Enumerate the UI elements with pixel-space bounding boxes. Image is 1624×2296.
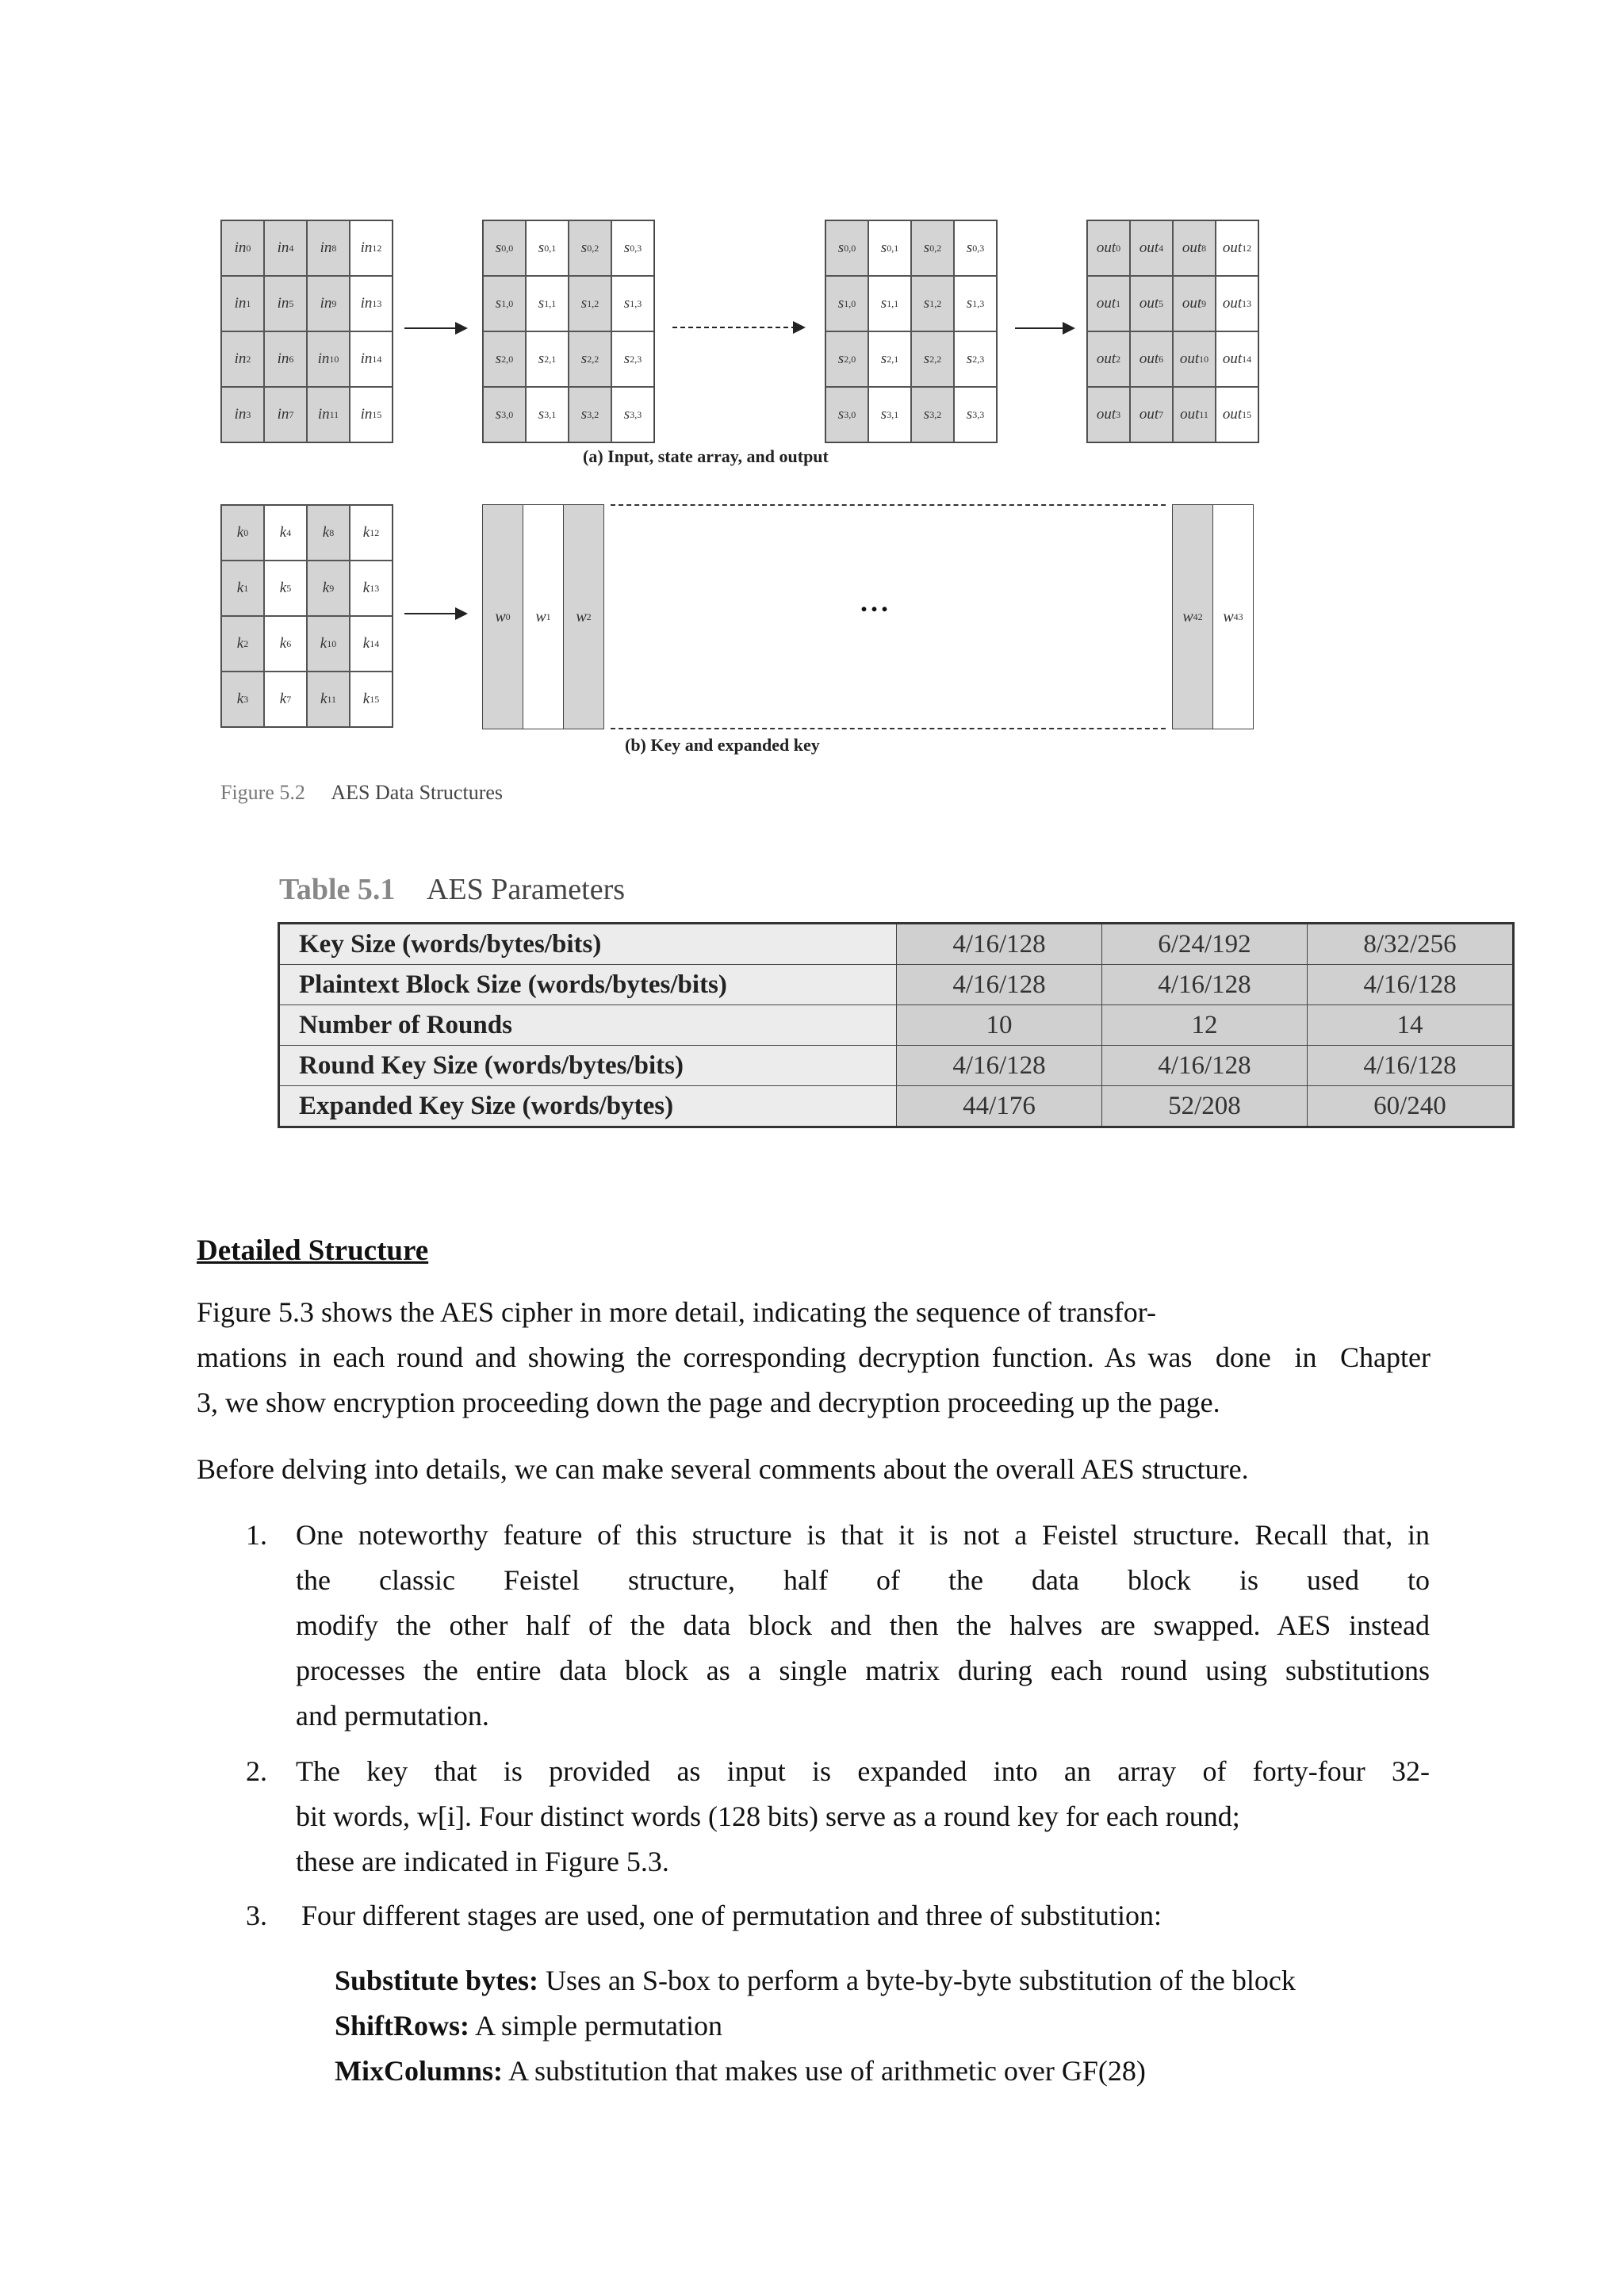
paragraph-1-line-3: 3, we show encryption proceeding down the page and decryption proceeding up the page. — [197, 1387, 1220, 1418]
table-row — [279, 1005, 1514, 1046]
input-cell: in 1 — [221, 276, 264, 331]
table-number: Table 5.1 — [279, 873, 396, 906]
cell-value: 4/16/128 — [1307, 965, 1513, 1005]
expanded-key-bottom-dash — [611, 728, 1166, 729]
state-cell: s 1,3 — [611, 276, 654, 331]
output-cell: out 4 — [1130, 220, 1173, 276]
state-final-cell: s 0,1 — [868, 220, 911, 276]
state-final-cell: s 0,0 — [825, 220, 868, 276]
stage-shiftrows: ShiftRows: A simple permutation — [335, 2010, 722, 2042]
key-cell: k 10 — [307, 616, 350, 672]
ellipsis: ... — [860, 586, 891, 618]
input-cell: in 9 — [307, 276, 350, 331]
key-cell: k 3 — [221, 672, 264, 727]
state-final-cell: s 1,0 — [825, 276, 868, 331]
cell-value: 4/16/128 — [1101, 965, 1307, 1005]
input-cell: in 14 — [350, 331, 393, 387]
output-cell: out 6 — [1130, 331, 1173, 387]
dashed-arrow-rounds — [672, 327, 804, 328]
list-item-1-line-3: modify the other half of the data block and then the halves are swapped. AES instead — [296, 1609, 1430, 1641]
list-item-2-line-2: bit words, w[i]. Four distinct words (128 bits) serve as a round key for each round; — [296, 1800, 1240, 1832]
figure-number: Figure 5.2 — [220, 781, 305, 804]
key-cell: k 5 — [264, 561, 307, 616]
figure-caption — [220, 781, 503, 805]
input-cell: in 8 — [307, 220, 350, 276]
cell-value: 4/16/128 — [1307, 1046, 1513, 1086]
caption-a: (a) Input, state array, and output — [583, 446, 829, 466]
input-cell: in 2 — [221, 331, 264, 387]
row-label: Round Key Size (words/bytes/bits) — [279, 1046, 897, 1086]
paragraph-1-line-2: mations in each round and showing the corresponding decryption function. As was done in Chapter — [197, 1341, 1431, 1373]
state-cell: s 0,0 — [483, 220, 526, 276]
key-cell: k 8 — [307, 505, 350, 561]
state-cell: s 0,1 — [526, 220, 569, 276]
key-cell: k 6 — [264, 616, 307, 672]
output-cell: out 15 — [1216, 387, 1258, 442]
input-cell: in 5 — [264, 276, 307, 331]
state-cell: s 2,0 — [483, 331, 526, 387]
output-cell: out 13 — [1216, 276, 1258, 331]
state-final-cell: s 2,3 — [954, 331, 997, 387]
table-row — [279, 924, 1514, 965]
state-array-grid-final — [825, 220, 998, 443]
key-grid — [220, 504, 393, 728]
key-cell: k 15 — [350, 672, 393, 727]
output-cell: out 3 — [1087, 387, 1130, 442]
state-cell: s 0,3 — [611, 220, 654, 276]
state-array-grid — [482, 220, 655, 443]
state-cell: s 2,3 — [611, 331, 654, 387]
input-cell: in 10 — [307, 331, 350, 387]
state-cell: s 3,0 — [483, 387, 526, 442]
state-cell: s 2,2 — [569, 331, 611, 387]
state-cell: s 1,2 — [569, 276, 611, 331]
output-cell: out 5 — [1130, 276, 1173, 331]
input-grid — [220, 220, 393, 443]
cell-value: 4/16/128 — [897, 965, 1102, 1005]
cell-value: 14 — [1307, 1005, 1513, 1046]
arrow-state-to-output — [1015, 327, 1074, 329]
cell-value: 12 — [1101, 1005, 1307, 1046]
output-grid — [1086, 220, 1259, 443]
key-cell: k 13 — [350, 561, 393, 616]
stage-mixcolumns: MixColumns: A substitution that makes use of arithmetic over GF(28) — [335, 2055, 1146, 2087]
table-row — [279, 1046, 1514, 1086]
state-cell: s 3,3 — [611, 387, 654, 442]
cell-value: 4/16/128 — [897, 924, 1102, 965]
paragraph-2: Before delving into details, we can make several comments about the overall AES structure. — [197, 1453, 1249, 1485]
input-cell: in 11 — [307, 387, 350, 442]
state-final-cell: s 2,1 — [868, 331, 911, 387]
key-cell: k 2 — [221, 616, 264, 672]
cell-value: 8/32/256 — [1307, 924, 1513, 965]
word-w2: w 2 — [563, 504, 604, 729]
key-cell: k 14 — [350, 616, 393, 672]
output-cell: out 14 — [1216, 331, 1258, 387]
state-cell: s 3,2 — [569, 387, 611, 442]
row-label: Expanded Key Size (words/bytes) — [279, 1086, 897, 1127]
input-cell: in 3 — [221, 387, 264, 442]
table-row — [279, 1086, 1514, 1127]
figure-title: AES Data Structures — [331, 781, 504, 804]
output-cell: out 9 — [1173, 276, 1216, 331]
output-cell: out 1 — [1087, 276, 1130, 331]
table-row — [279, 965, 1514, 1005]
output-cell: out 0 — [1087, 220, 1130, 276]
list-item-2-line-3: these are indicated in Figure 5.3. — [296, 1846, 669, 1877]
row-label: Key Size (words/bytes/bits) — [279, 924, 897, 965]
section-heading: Detailed Structure — [197, 1234, 429, 1267]
list-item-3-line-1: Four different stages are used, one of permutation and three of substitution: — [301, 1900, 1162, 1931]
state-final-cell: s 0,2 — [911, 220, 954, 276]
word-w42: w 42 — [1172, 504, 1213, 729]
table-caption — [279, 872, 625, 907]
list-number: 3. — [246, 1900, 267, 1931]
cell-value: 60/240 — [1307, 1086, 1513, 1127]
list-item-1-line-4: processes the entire data block as a single matrix during each round using substitutions — [296, 1655, 1430, 1686]
state-final-cell: s 1,1 — [868, 276, 911, 331]
state-cell: s 2,1 — [526, 331, 569, 387]
list-item-1-line-5: and permutation. — [296, 1700, 489, 1732]
state-cell: s 1,0 — [483, 276, 526, 331]
state-final-cell: s 0,3 — [954, 220, 997, 276]
key-cell: k 7 — [264, 672, 307, 727]
key-cell: k 9 — [307, 561, 350, 616]
input-cell: in 6 — [264, 331, 307, 387]
key-cell: k 0 — [221, 505, 264, 561]
cell-value: 6/24/192 — [1101, 924, 1307, 965]
state-final-cell: s 2,2 — [911, 331, 954, 387]
state-final-cell: s 3,3 — [954, 387, 997, 442]
output-cell: out 2 — [1087, 331, 1130, 387]
input-cell: in 4 — [264, 220, 307, 276]
paragraph-1-line-1: Figure 5.3 shows the AES cipher in more detail, indicating the sequence of transfor- — [197, 1296, 1156, 1328]
state-final-cell: s 2,0 — [825, 331, 868, 387]
state-cell: s 0,2 — [569, 220, 611, 276]
input-cell: in 15 — [350, 387, 393, 442]
stage-substitute-bytes: Substitute bytes: Uses an S-box to perform a byte-by-byte substitution of the block — [335, 1965, 1296, 1996]
word-w43: w 43 — [1212, 504, 1254, 729]
key-cell: k 11 — [307, 672, 350, 727]
arrow-input-to-state — [404, 327, 466, 329]
list-item-2-line-1: The key that is provided as input is expanded into an array of forty-four 32- — [296, 1755, 1430, 1787]
output-cell: out 10 — [1173, 331, 1216, 387]
list-item-1-line-1: One noteworthy feature of this structure is that it is not a Feistel structure. Recall that, in — [296, 1519, 1430, 1551]
input-cell: in 13 — [350, 276, 393, 331]
list-item-1-line-2: the classic Feistel structure, half of the data block is used to — [296, 1564, 1430, 1596]
state-cell: s 3,1 — [526, 387, 569, 442]
output-cell: out 11 — [1173, 387, 1216, 442]
key-cell: k 1 — [221, 561, 264, 616]
state-final-cell: s 1,3 — [954, 276, 997, 331]
output-cell: out 12 — [1216, 220, 1258, 276]
row-label: Plaintext Block Size (words/bytes/bits) — [279, 965, 897, 1005]
aes-parameters-table — [278, 922, 1515, 1128]
input-cell: in 7 — [264, 387, 307, 442]
input-cell: in 0 — [221, 220, 264, 276]
input-cell: in 12 — [350, 220, 393, 276]
caption-b: (b) Key and expanded key — [625, 735, 820, 755]
output-cell: out 7 — [1130, 387, 1173, 442]
cell-value: 44/176 — [897, 1086, 1102, 1127]
cell-value: 4/16/128 — [897, 1046, 1102, 1086]
output-cell: out 8 — [1173, 220, 1216, 276]
cell-value: 10 — [897, 1005, 1102, 1046]
row-label: Number of Rounds — [279, 1005, 897, 1046]
key-cell: k 4 — [264, 505, 307, 561]
list-number: 2. — [246, 1755, 267, 1787]
state-final-cell: s 3,1 — [868, 387, 911, 442]
state-final-cell: s 3,2 — [911, 387, 954, 442]
table-title: AES Parameters — [426, 873, 626, 906]
word-w1: w 1 — [523, 504, 564, 729]
state-final-cell: s 3,0 — [825, 387, 868, 442]
list-number: 1. — [246, 1519, 267, 1551]
expanded-key-top-dash — [611, 504, 1166, 506]
arrow-key-to-expanded — [404, 613, 466, 614]
key-cell: k 12 — [350, 505, 393, 561]
cell-value: 52/208 — [1101, 1086, 1307, 1127]
state-cell: s 1,1 — [526, 276, 569, 331]
cell-value: 4/16/128 — [1101, 1046, 1307, 1086]
state-final-cell: s 1,2 — [911, 276, 954, 331]
word-w0: w 0 — [482, 504, 523, 729]
